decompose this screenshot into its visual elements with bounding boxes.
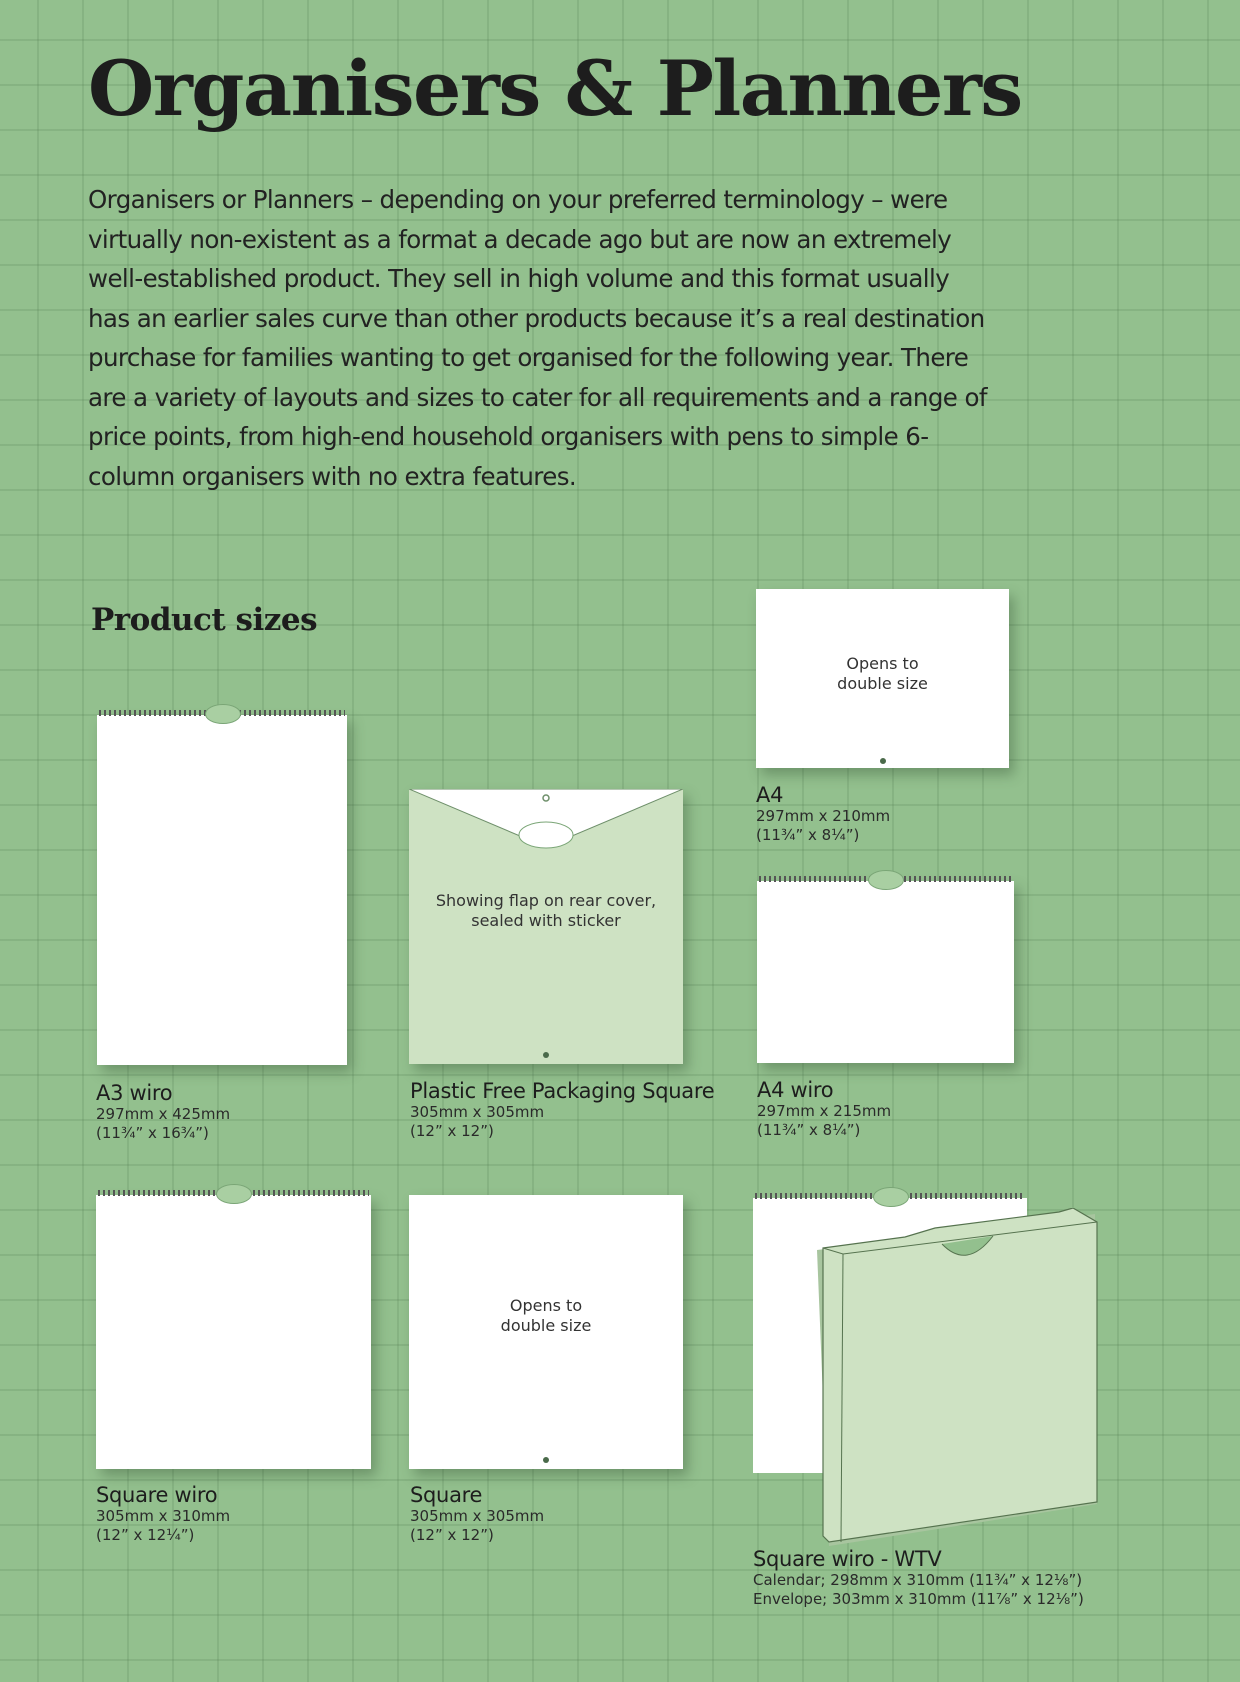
note-line: sealed with sticker <box>471 911 621 930</box>
product-envelope-size: Envelope; 303mm x 310mm (11⅞” x 12⅛”) <box>753 1590 1084 1608</box>
product-imperial-size: (11¾” x 8¼”) <box>756 826 860 844</box>
product-metric-size: 305mm x 305mm <box>410 1103 545 1121</box>
wtv-envelope-illustration <box>815 1208 1105 1550</box>
product-name: Square <box>410 1483 483 1507</box>
wtv-caption <box>753 1547 1084 1609</box>
a4-note <box>756 654 1009 694</box>
envelope-note <box>409 891 683 931</box>
note-line: Opens to <box>846 654 919 673</box>
hanger-hook <box>873 1187 909 1207</box>
plastic-free-envelope-illustration <box>409 789 683 1064</box>
product-name: A4 wiro <box>757 1078 834 1102</box>
intro-paragraph: Organisers or Planners – depending on your preferred terminology – were virtually non-existent as a format a decade ago but are now an extremely well-established product. They sell in high volume and this format usually has an earlier sales curve than other products because it’s a real destination purchase for families wanting to get organised for the following year. There are a variety of layouts and sizes to cater for all requirements and a range of price points, from high-end household organisers with pens to simple 6-column organisers with no extra features. <box>88 185 987 491</box>
product-imperial-size: (11¾” x 8¼”) <box>757 1121 861 1139</box>
square-note <box>409 1296 683 1336</box>
product-name: A3 wiro <box>96 1081 173 1105</box>
product-name: Square wiro - WTV <box>753 1547 942 1571</box>
a3-wiro-illustration <box>97 715 347 1065</box>
a3-wiro-caption <box>96 1081 230 1143</box>
product-metric-size: 297mm x 215mm <box>757 1102 892 1120</box>
product-name: A4 <box>756 783 784 807</box>
hang-hole <box>543 1457 549 1463</box>
product-imperial-size: (11¾” x 16¾”) <box>96 1124 209 1142</box>
note-line: Opens to <box>509 1296 583 1315</box>
note-line: Showing flap on rear cover, <box>435 891 657 910</box>
a4-illustration <box>756 589 1009 768</box>
product-metric-size: 305mm x 310mm <box>96 1507 231 1525</box>
product-name: Square wiro <box>96 1483 218 1507</box>
square-caption <box>410 1483 544 1545</box>
plastic-free-caption <box>410 1079 714 1141</box>
note-line: double size <box>837 674 928 693</box>
square-wiro-illustration <box>96 1195 371 1469</box>
a4-wiro-illustration <box>757 881 1014 1063</box>
product-name: Plastic Free Packaging Square <box>410 1079 715 1103</box>
note-line: double size <box>500 1316 592 1335</box>
section-title: Product sizes <box>91 602 318 638</box>
product-imperial-size: (12” x 12”) <box>410 1122 494 1140</box>
product-imperial-size: (12” x 12¼”) <box>96 1526 195 1544</box>
page-title: Organisers & Planners <box>88 44 1022 133</box>
a4-caption <box>756 783 890 845</box>
hang-hole <box>880 758 886 764</box>
product-metric-size: 297mm x 210mm <box>756 807 891 825</box>
square-wiro-caption <box>96 1483 230 1545</box>
a4-wiro-caption <box>757 1078 891 1140</box>
hang-hole <box>543 1052 549 1058</box>
hanger-hook <box>205 704 241 724</box>
product-metric-size: 297mm x 425mm <box>96 1105 231 1123</box>
product-calendar-size: Calendar; 298mm x 310mm (11¾” x 12⅛”) <box>753 1571 1083 1589</box>
hanger-hook <box>868 870 904 890</box>
product-metric-size: 305mm x 305mm <box>410 1507 545 1525</box>
hanger-hook <box>216 1184 252 1204</box>
square-illustration <box>409 1195 683 1469</box>
product-imperial-size: (12” x 12”) <box>410 1526 494 1544</box>
envelope-flap <box>409 789 683 869</box>
